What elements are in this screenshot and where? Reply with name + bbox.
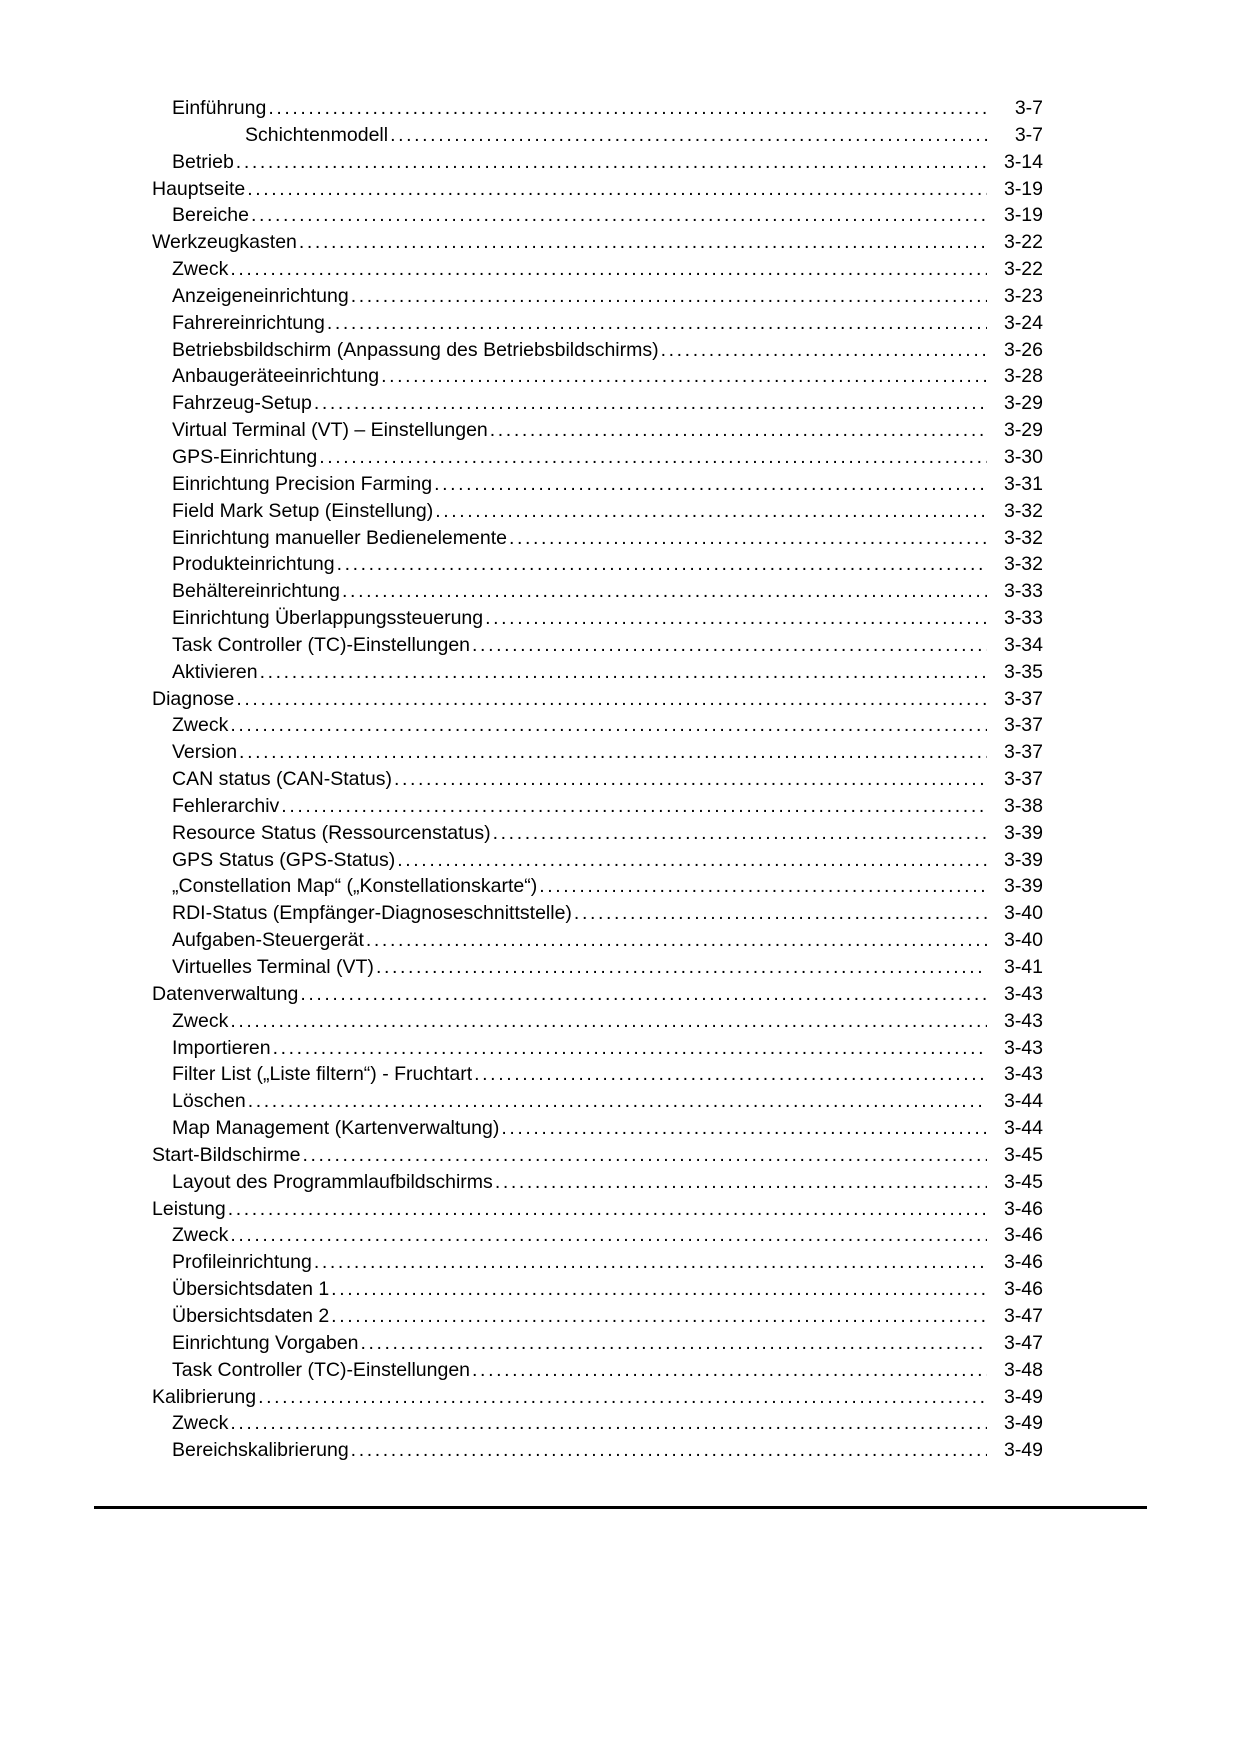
toc-entry	[152, 873, 1043, 900]
toc-entry	[152, 578, 1043, 605]
toc-entry-page: 3-34	[1003, 633, 1043, 656]
toc-entry-page: 3-49	[1003, 1439, 1043, 1462]
toc-entry-title: Zweck	[172, 714, 229, 737]
toc-entry-page: 3-44	[1003, 1090, 1043, 1113]
toc-entry	[152, 1330, 1043, 1357]
toc-entry-page: 3-39	[1003, 875, 1043, 898]
toc-entry-title: Fehlerarchiv	[172, 794, 280, 817]
dot-leader	[337, 551, 987, 578]
toc-entry-page: 3-40	[1003, 929, 1043, 952]
dot-leader	[314, 1249, 987, 1276]
dot-leader	[236, 686, 987, 713]
toc-entry-page: 3-40	[1003, 902, 1043, 925]
toc-entry-page: 3-24	[1003, 311, 1043, 334]
dot-leader	[376, 954, 987, 981]
toc-entry-title: Layout des Programmlaufbildschirms	[172, 1170, 493, 1193]
toc-entry	[152, 605, 1043, 632]
dot-leader	[247, 176, 987, 203]
dot-leader	[661, 337, 987, 364]
toc-entry-page: 3-28	[1003, 365, 1043, 388]
dot-leader	[509, 525, 987, 552]
toc-entry	[152, 202, 1043, 229]
bottom-rule	[94, 1506, 1147, 1509]
toc-entry-page: 3-22	[1003, 258, 1043, 281]
dot-leader	[236, 149, 987, 176]
toc-entry-page: 3-35	[1003, 660, 1043, 683]
toc-entry-page: 3-45	[1003, 1170, 1043, 1193]
toc-entry-page: 3-44	[1003, 1117, 1043, 1140]
toc-entry-title: Fahrereinrichtung	[172, 311, 325, 334]
toc-entry-title: Leistung	[152, 1197, 226, 1220]
toc-entry-title: Schichtenmodell	[245, 123, 389, 146]
toc-entry	[152, 1008, 1043, 1035]
toc-entry-page: 3-37	[1003, 714, 1043, 737]
toc-entry-title: Zweck	[172, 1224, 229, 1247]
dot-leader	[319, 444, 987, 471]
toc-entry	[152, 417, 1043, 444]
dot-leader	[260, 659, 987, 686]
toc-entry-page: 3-7	[1014, 97, 1043, 119]
toc-entry-title: Map Management (Kartenverwaltung)	[172, 1117, 500, 1140]
dot-leader	[299, 229, 987, 256]
toc-entry-page: 3-33	[1003, 580, 1043, 603]
dot-leader	[273, 1035, 987, 1062]
toc-entry	[152, 310, 1043, 337]
toc-entry-title: Übersichtsdaten 1	[172, 1278, 330, 1301]
toc-entry	[152, 659, 1043, 686]
toc-entry	[152, 847, 1043, 874]
toc-entry-title: Anzeigeneinrichtung	[172, 284, 349, 307]
toc-entry-title: Einrichtung Precision Farming	[172, 472, 433, 495]
toc-entry	[152, 390, 1043, 417]
toc-entry	[152, 820, 1043, 847]
toc-entry	[152, 256, 1043, 283]
toc-entry-title: „Constellation Map“ („Konstellationskarte“)	[172, 875, 538, 898]
toc-entry	[152, 954, 1043, 981]
dot-leader	[381, 363, 987, 390]
toc-entry-page: 3-46	[1003, 1197, 1043, 1220]
toc-entry-title: Bereiche	[172, 204, 249, 227]
dot-leader	[230, 1222, 987, 1249]
toc-entry	[152, 1222, 1043, 1249]
toc-entry-page: 3-32	[1003, 526, 1043, 549]
toc-entry	[152, 95, 1043, 122]
dot-leader	[351, 283, 987, 310]
toc-entry-page: 3-49	[1003, 1385, 1043, 1408]
toc-entry-title: Virtuelles Terminal (VT)	[172, 956, 374, 978]
dot-leader	[251, 202, 987, 229]
toc-entry-title: Zweck	[172, 1009, 229, 1032]
toc-entry	[152, 551, 1043, 578]
toc-entry-page: 3-46	[1003, 1251, 1043, 1274]
toc-entry-page: 3-46	[1003, 1278, 1043, 1301]
toc-entry-title: Virtual Terminal (VT) – Einstellungen	[172, 419, 488, 442]
toc-entry	[152, 1249, 1043, 1276]
dot-leader	[268, 95, 987, 122]
dot-leader	[485, 605, 987, 632]
toc-entry-title: Einrichtung Überlappungssteuerung	[172, 607, 484, 630]
toc-entry	[152, 1357, 1043, 1384]
toc-entry-title: Fahrzeug-Setup	[172, 392, 312, 415]
toc-entry-title: Löschen	[172, 1090, 246, 1113]
toc-entry-page: 3-43	[1003, 1063, 1043, 1086]
toc-entry	[152, 927, 1043, 954]
dot-leader	[501, 1115, 987, 1142]
toc-entry-page: 3-31	[1003, 472, 1043, 495]
toc-entry-page: 3-39	[1003, 821, 1043, 844]
toc-entry-title: Einführung	[172, 97, 267, 119]
dot-leader	[574, 900, 987, 927]
toc-entry-title: Kalibrierung	[152, 1385, 257, 1408]
toc-entry-page: 3-49	[1003, 1412, 1043, 1435]
toc-entry-page: 3-29	[1003, 392, 1043, 415]
dot-leader	[472, 1357, 987, 1384]
dot-leader	[351, 1437, 987, 1464]
toc-entry	[152, 712, 1043, 739]
toc-entry	[152, 149, 1043, 176]
toc-entry-page: 3-32	[1003, 553, 1043, 576]
toc-entry-title: Bereichskalibrierung	[172, 1439, 349, 1462]
toc-entry-title: Betriebsbildschirm (Anpassung des Betriebsbildschirms)	[172, 338, 659, 361]
toc-entry-title: Übersichtsdaten 2	[172, 1304, 330, 1327]
dot-leader	[230, 1008, 987, 1035]
toc-entry	[152, 471, 1043, 498]
toc-entry-title: Start-Bildschirme	[152, 1143, 301, 1166]
dot-leader	[239, 739, 987, 766]
toc-entry-title: Anbaugeräteeinrichtung	[172, 365, 380, 388]
dot-leader	[230, 256, 987, 283]
toc-entry-title: Task Controller (TC)-Einstellungen	[172, 633, 471, 656]
toc-list	[152, 95, 1043, 1464]
toc-entry-page: 3-37	[1003, 687, 1043, 710]
toc-entry-title: Produkteinrichtung	[172, 553, 335, 576]
toc-entry	[152, 900, 1043, 927]
toc-entry-title: Resource Status (Ressourcenstatus)	[172, 821, 491, 844]
dot-leader	[435, 498, 987, 525]
toc-entry	[152, 525, 1043, 552]
toc-entry	[152, 1276, 1043, 1303]
toc-entry	[152, 793, 1043, 820]
toc-entry-page: 3-46	[1003, 1224, 1043, 1247]
dot-leader	[434, 471, 987, 498]
toc-entry-page: 3-47	[1003, 1331, 1043, 1354]
toc-entry-title: Einrichtung manueller Bedienelemente	[172, 526, 507, 549]
toc-entry	[152, 1035, 1043, 1062]
dot-leader	[248, 1088, 987, 1115]
toc-entry-title: Werkzeugkasten	[152, 231, 297, 254]
toc-entry	[152, 632, 1043, 659]
toc-entry-page: 3-43	[1003, 982, 1043, 1005]
dot-leader	[397, 847, 987, 874]
dot-leader	[493, 820, 987, 847]
toc-entry-page: 3-19	[1003, 177, 1043, 200]
dot-leader	[331, 1276, 987, 1303]
toc-entry-title: Zweck	[172, 1412, 229, 1435]
toc-entry-title: Task Controller (TC)-Einstellungen	[172, 1358, 471, 1381]
toc-entry	[152, 1142, 1043, 1169]
dot-leader	[539, 873, 987, 900]
toc-entry-title: GPS-Einrichtung	[172, 445, 318, 468]
toc-entry-page: 3-48	[1003, 1358, 1043, 1381]
toc-entry-page: 3-37	[1003, 741, 1043, 764]
dot-leader	[331, 1303, 987, 1330]
dot-leader	[281, 793, 987, 820]
toc-entry	[152, 283, 1043, 310]
dot-leader	[230, 712, 987, 739]
toc-entry-title: Datenverwaltung	[152, 982, 299, 1005]
toc-entry-title: Importieren	[172, 1036, 271, 1059]
toc-entry	[152, 1410, 1043, 1437]
toc-entry-title: Behältereinrichtung	[172, 580, 341, 603]
dot-leader	[327, 310, 987, 337]
toc-entry	[152, 1115, 1043, 1142]
toc-entry-title: Version	[172, 741, 238, 764]
toc-entry	[152, 686, 1043, 713]
toc-entry	[152, 1061, 1043, 1088]
toc-entry-page: 3-45	[1003, 1143, 1043, 1166]
toc-entry	[152, 1303, 1043, 1330]
toc-entry	[152, 176, 1043, 203]
toc-entry-page: 3-26	[1003, 338, 1043, 361]
dot-leader	[474, 1061, 987, 1088]
dot-leader	[390, 122, 987, 149]
toc-entry-page: 3-33	[1003, 607, 1043, 630]
toc-entry-page: 3-23	[1003, 284, 1043, 307]
dot-leader	[495, 1169, 987, 1196]
toc-entry-page: 3-19	[1003, 204, 1043, 227]
toc-entry	[152, 1169, 1043, 1196]
toc-entry-title: Hauptseite	[152, 177, 246, 200]
toc-entry-title: Diagnose	[152, 687, 235, 710]
toc-entry	[152, 766, 1043, 793]
toc-entry-page: 3-47	[1003, 1304, 1043, 1327]
toc-entry	[152, 1437, 1043, 1464]
toc-entry-page: 3-14	[1003, 150, 1043, 173]
toc-entry-page: 3-22	[1003, 231, 1043, 254]
toc-entry-title: Filter List („Liste filtern“) - Fruchtart	[172, 1063, 473, 1086]
toc-entry	[152, 444, 1043, 471]
dot-leader	[314, 390, 987, 417]
toc-entry	[152, 1384, 1043, 1411]
toc-entry-page: 3-29	[1003, 419, 1043, 442]
toc-entry	[152, 1088, 1043, 1115]
toc-entry-page: 3-37	[1003, 768, 1043, 791]
toc-entry	[152, 337, 1043, 364]
dot-leader	[342, 578, 987, 605]
toc-entry-title: Aufgaben-Steuergerät	[172, 929, 364, 952]
toc-entry	[152, 363, 1043, 390]
toc-entry-title: CAN status (CAN-Status)	[172, 768, 392, 791]
toc-entry-title: GPS Status (GPS-Status)	[172, 848, 396, 871]
toc-entry-title: RDI-Status (Empfänger-Diagnoseschnittstelle)	[172, 902, 572, 925]
dot-leader	[360, 1330, 987, 1357]
dot-leader	[472, 632, 987, 659]
dot-leader	[366, 927, 987, 954]
toc-entry-page: 3-30	[1003, 445, 1043, 468]
toc-entry-title: Profileinrichtung	[172, 1251, 312, 1274]
toc-entry-page: 3-32	[1003, 499, 1043, 522]
toc-entry-title: Zweck	[172, 258, 229, 281]
toc-entry	[152, 122, 1043, 149]
dot-leader	[300, 981, 987, 1008]
toc-entry	[152, 739, 1043, 766]
toc-entry	[152, 498, 1043, 525]
toc-entry-page: 3-39	[1003, 848, 1043, 871]
toc-entry-page: 3-43	[1003, 1036, 1043, 1059]
toc-entry-page: 3-7	[1014, 123, 1043, 146]
toc-entry-title: Aktivieren	[172, 660, 258, 683]
toc-entry-title: Einrichtung Vorgaben	[172, 1331, 359, 1354]
dot-leader	[394, 766, 987, 793]
toc-entry-page: 3-43	[1003, 1009, 1043, 1032]
toc-entry	[152, 981, 1043, 1008]
dot-leader	[302, 1142, 987, 1169]
dot-leader	[490, 417, 987, 444]
toc-entry-page: 3-41	[1003, 956, 1043, 978]
toc-entry-title: Field Mark Setup (Einstellung)	[172, 499, 434, 522]
toc-entry-title: Betrieb	[172, 150, 234, 173]
dot-leader	[228, 1196, 987, 1223]
toc-entry-page: 3-38	[1003, 794, 1043, 817]
dot-leader	[258, 1384, 987, 1411]
toc-entry	[152, 1196, 1043, 1223]
dot-leader	[230, 1410, 987, 1437]
toc-entry	[152, 229, 1043, 256]
